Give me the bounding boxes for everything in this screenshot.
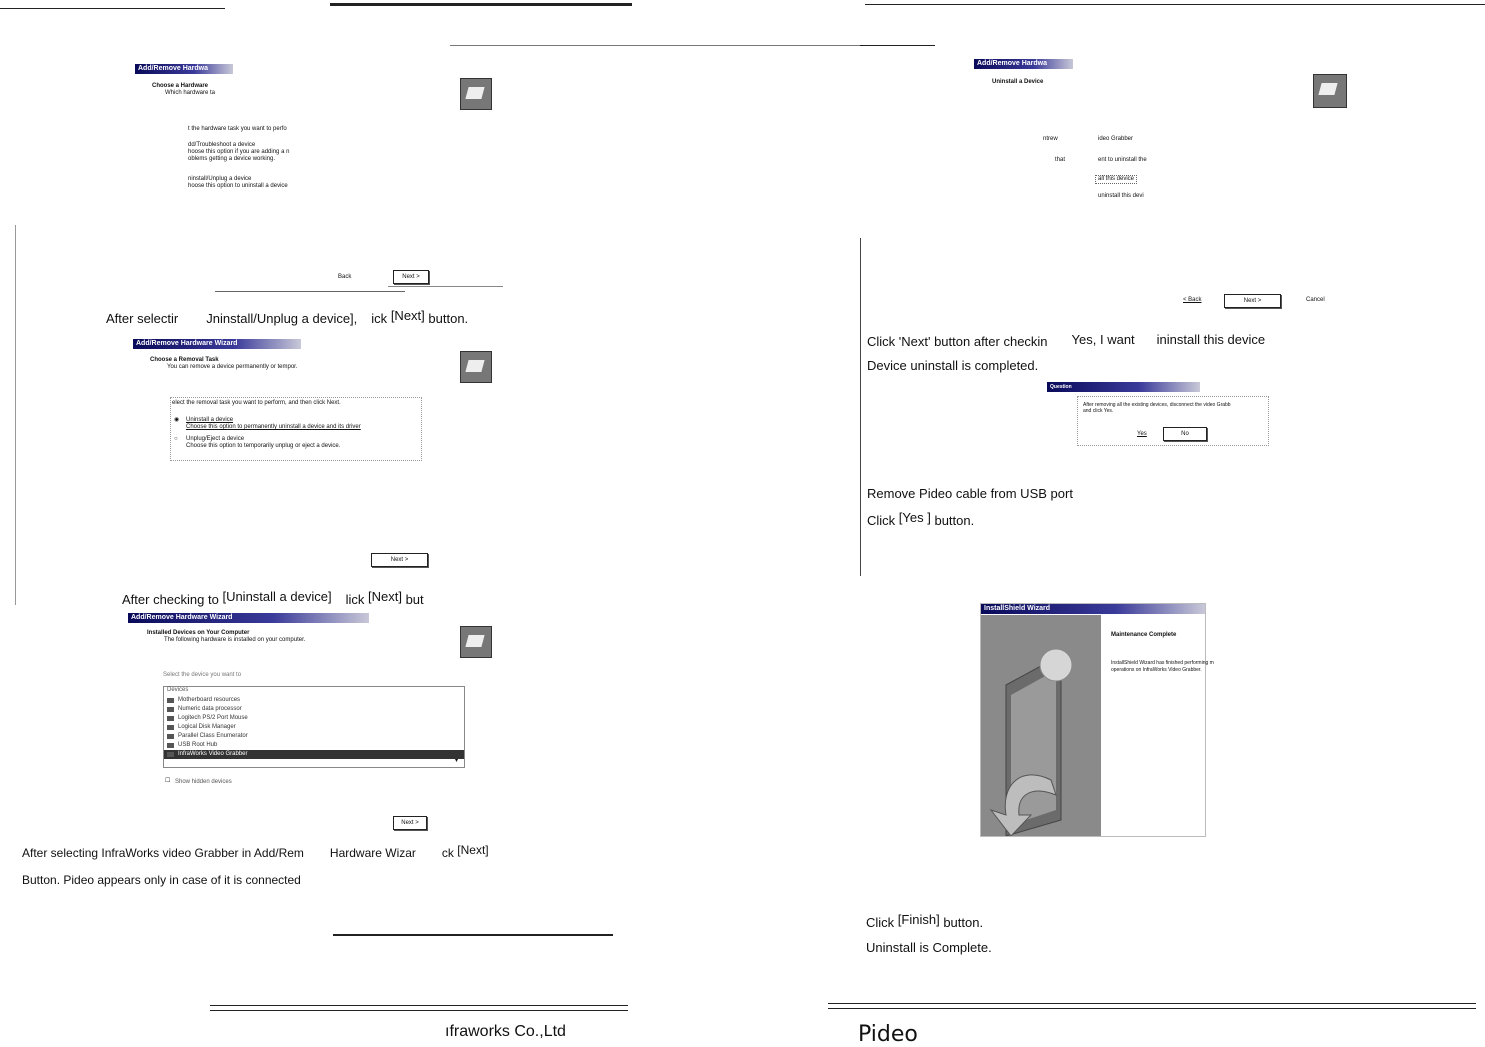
caption-text: button.	[934, 513, 975, 528]
caption-text: Click 'Next' button after checkin	[867, 334, 1048, 349]
wizard-subheading: Which hardware ta	[165, 90, 216, 96]
option-title: Uninstall a device	[186, 417, 234, 423]
caption-step3-line2: Button. Pideo appears only in case of it is connected	[22, 873, 301, 887]
caption-keyword: [Finish]	[897, 912, 940, 927]
caption-right-step2-line2	[867, 510, 975, 529]
caption-keyword: [Uninstall a device]	[222, 589, 332, 604]
radio-no-uninstall[interactable]: uninstall this devi	[1098, 193, 1144, 199]
radio-yes-uninstall[interactable]: all this device	[1095, 175, 1137, 184]
question-dialog	[1045, 380, 1270, 448]
caption-right-step2: Remove Pideo cable from USB port	[867, 486, 1073, 501]
list-item-selected[interactable]: InfraWorks Video Grabber	[164, 750, 464, 759]
dialog-text: After removing all the existing devices, disconnect the video Grabb	[1083, 402, 1231, 408]
footer-company: ıfraworks Co.,Ltd	[445, 1023, 566, 1040]
caption-text: but	[405, 592, 424, 607]
option-title: Unplug/Eject a device	[186, 436, 245, 442]
caption-keyword: Yes, I want	[1071, 332, 1135, 347]
window-title: Add/Remove Hardwa	[974, 59, 1073, 69]
hardware-wizard-icon	[1313, 74, 1347, 108]
window-title: InstallShield Wizard	[981, 604, 1205, 614]
top-rule	[450, 45, 860, 46]
device-value: ideo Grabber	[1098, 136, 1134, 142]
option-desc: hoose this option to uninstall a device	[188, 183, 288, 189]
caption-text: button.	[428, 311, 469, 326]
device-list[interactable]	[163, 686, 465, 768]
caption-keyword: [Next]	[390, 308, 425, 323]
hardware-wizard-icon	[460, 626, 492, 658]
wizard-prompt: Select the device you want to	[163, 672, 242, 678]
caption-keyword: ininstall this device	[1156, 332, 1266, 347]
maintenance-heading: Maintenance Complete	[1111, 632, 1177, 638]
caption-right-step1	[867, 334, 1265, 350]
caption-text: After selecting InfraWorks video Grabber in Add/Rem	[22, 846, 304, 860]
caption-text: ick	[371, 311, 388, 326]
yes-button[interactable]: Yes	[1137, 431, 1147, 437]
wizard-screenshot-hardware-task	[130, 58, 510, 298]
section-rule	[333, 934, 613, 936]
caption-text: Jninstall/Unplug a device]	[206, 311, 354, 326]
show-hidden-checkbox[interactable]: ☐	[165, 778, 171, 784]
margin-line	[15, 225, 16, 605]
window-title: Add/Remove Hardware Wizard	[128, 613, 369, 623]
margin-line	[860, 238, 861, 576]
option-desc: hoose this option if you are adding a n	[188, 149, 290, 155]
next-button[interactable]: Next >	[393, 270, 429, 284]
list-item[interactable]: Motherboard resources	[164, 696, 464, 705]
radio-uninstall[interactable]: ◉	[174, 417, 180, 423]
button-underline	[388, 286, 503, 287]
list-item[interactable]: USB Root Hub	[164, 741, 464, 750]
next-button[interactable]: Next >	[393, 816, 427, 830]
confirm-label: that	[1055, 157, 1066, 163]
top-rule	[330, 3, 632, 6]
caption-text: After selectir	[106, 311, 179, 326]
maintenance-text: InstallShield Wizard has finished performing m	[1111, 660, 1214, 666]
maintenance-text: operations on InfraWorks Video Grabber.	[1111, 667, 1202, 673]
next-button[interactable]: Next >	[371, 553, 428, 567]
hardware-wizard-icon	[460, 78, 492, 110]
bottom-rule	[210, 1010, 628, 1011]
hardware-wizard-icon	[460, 351, 492, 383]
bottom-rule	[828, 1003, 1476, 1004]
caption-right-step3	[866, 912, 984, 931]
footer-brand: Pideo	[858, 1022, 918, 1047]
confirm-text: ent to uninstall the	[1098, 157, 1147, 163]
caption-text: Click	[867, 513, 896, 528]
caption-text: ck	[441, 846, 454, 860]
wizard-screenshot-installed-devices	[125, 612, 510, 837]
bottom-rule	[210, 1005, 628, 1006]
wizard-prompt: t the hardware task you want to perfo	[188, 126, 287, 132]
option-title: ninstall/Unplug a device	[188, 176, 252, 182]
wizard-heading: Uninstall a Device	[992, 79, 1044, 85]
option-desc: oblems getting a device working.	[188, 156, 276, 162]
wizard-prompt: elect the removal task you want to perform, and then click Next.	[172, 400, 341, 406]
wizard-heading: Choose a Hardware	[152, 83, 209, 89]
show-hidden-label: Show hidden devices	[175, 779, 232, 785]
list-item[interactable]: Logical Disk Manager	[164, 723, 464, 732]
device-label: ntrew	[1043, 136, 1058, 142]
caption-text: lick	[345, 592, 365, 607]
wizard-subheading: You can remove a device permanently or tempor.	[167, 364, 298, 370]
wizard-subheading: The following hardware is installed on your computer.	[164, 637, 306, 643]
wizard-heading: Installed Devices on Your Computer	[147, 630, 250, 636]
dialog-text: and click Yes.	[1083, 408, 1114, 414]
radio-unplug[interactable]: ○	[174, 436, 178, 442]
wizard-screenshot-removal-task	[130, 337, 510, 577]
list-item[interactable]: Parallel Class Enumerator	[164, 732, 464, 741]
top-rule	[0, 8, 225, 9]
window-title: Add/Remove Hardwa	[135, 64, 233, 74]
caption-right-step1-line2: Device uninstall is completed.	[867, 358, 1039, 373]
wizard-screenshot-uninstall-device	[968, 54, 1368, 316]
window-title: Add/Remove Hardware Wizard	[133, 339, 301, 349]
back-button[interactable]: Back	[338, 274, 352, 280]
no-button[interactable]: No	[1163, 427, 1207, 441]
option-desc: Choose this option to temporarily unplug or eject a device.	[186, 443, 341, 449]
installshield-graphic-icon	[981, 615, 1101, 836]
list-item[interactable]: Numeric data processor	[164, 705, 464, 714]
button-underline	[215, 291, 405, 292]
next-button[interactable]: Next >	[1224, 294, 1281, 308]
caption-text: button.	[943, 915, 984, 930]
option-desc: Choose this option to permanently uninstall a device and its driver	[186, 424, 361, 430]
top-rule	[865, 4, 1485, 5]
installshield-window	[980, 603, 1214, 837]
caption-keyword: [Next]	[367, 589, 402, 604]
caption-text: Hardware Wizar	[329, 846, 416, 860]
caption-text: ,	[353, 311, 358, 326]
option-title: dd/Troubleshoot a device	[188, 142, 256, 148]
list-item[interactable]: Logitech PS/2 Port Mouse	[164, 714, 464, 723]
wizard-heading: Choose a Removal Task	[150, 357, 219, 363]
list-header: Devices	[167, 687, 189, 693]
caption-keyword: [Yes ]	[898, 510, 931, 525]
caption-right-step3-line2: Uninstall is Complete.	[866, 940, 992, 955]
caption-step1	[106, 308, 469, 327]
scroll-arrow-icon[interactable]: ▾	[455, 758, 459, 764]
installshield-banner	[981, 615, 1101, 836]
caption-step2	[122, 589, 424, 608]
back-button[interactable]: < Back	[1183, 297, 1202, 303]
bottom-rule	[828, 1008, 1476, 1009]
caption-text: Click	[866, 915, 895, 930]
cancel-button[interactable]: Cancel	[1306, 297, 1325, 303]
caption-text: After checking to	[122, 592, 219, 607]
top-rule	[860, 45, 935, 46]
dialog-title: Question	[1047, 382, 1200, 392]
caption-keyword: [Next]	[457, 843, 489, 857]
caption-step3	[22, 845, 489, 861]
